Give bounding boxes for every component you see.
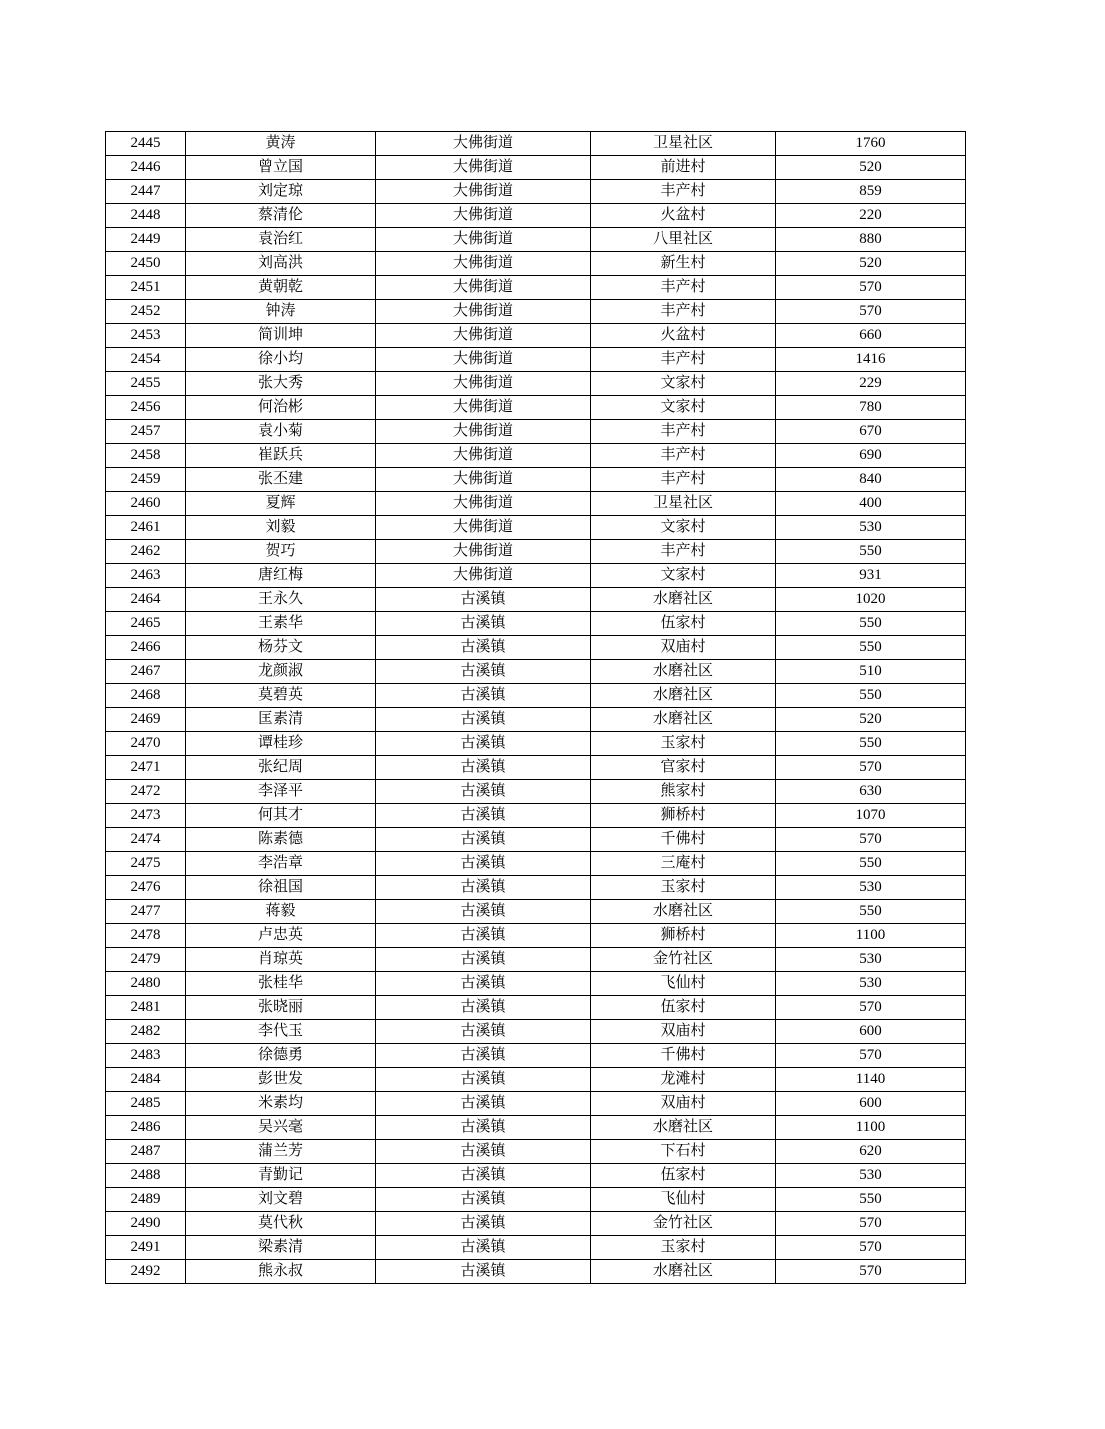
table-row [106, 1020, 966, 1044]
cell-town: 大佛街道 [376, 396, 591, 420]
table-row [106, 612, 966, 636]
cell-seq: 2490 [106, 1212, 186, 1236]
cell-town: 大佛街道 [376, 468, 591, 492]
cell-name: 吴兴毫 [186, 1116, 376, 1140]
cell-seq: 2457 [106, 420, 186, 444]
table-row [106, 756, 966, 780]
cell-town: 大佛街道 [376, 420, 591, 444]
cell-name: 钟涛 [186, 300, 376, 324]
cell-village: 伍家村 [591, 612, 776, 636]
cell-seq: 2489 [106, 1188, 186, 1212]
table-row [106, 1044, 966, 1068]
cell-seq: 2484 [106, 1068, 186, 1092]
table-row [106, 396, 966, 420]
cell-name: 谭桂珍 [186, 732, 376, 756]
cell-village: 丰产村 [591, 420, 776, 444]
table-row [106, 924, 966, 948]
cell-town: 古溪镇 [376, 852, 591, 876]
cell-town: 大佛街道 [376, 564, 591, 588]
table-row [106, 300, 966, 324]
cell-village: 三庵村 [591, 852, 776, 876]
cell-name: 米素均 [186, 1092, 376, 1116]
cell-amount: 570 [776, 1236, 966, 1260]
cell-village: 千佛村 [591, 1044, 776, 1068]
table-row [106, 708, 966, 732]
table-row [106, 1236, 966, 1260]
cell-seq: 2478 [106, 924, 186, 948]
cell-amount: 1100 [776, 1116, 966, 1140]
cell-town: 古溪镇 [376, 756, 591, 780]
cell-amount: 550 [776, 612, 966, 636]
cell-town: 古溪镇 [376, 1188, 591, 1212]
cell-amount: 1100 [776, 924, 966, 948]
table-row [106, 1116, 966, 1140]
cell-seq: 2450 [106, 252, 186, 276]
cell-town: 大佛街道 [376, 540, 591, 564]
table-row [106, 1188, 966, 1212]
cell-amount: 229 [776, 372, 966, 396]
cell-village: 文家村 [591, 516, 776, 540]
cell-seq: 2465 [106, 612, 186, 636]
cell-town: 古溪镇 [376, 924, 591, 948]
cell-amount: 220 [776, 204, 966, 228]
cell-town: 古溪镇 [376, 1068, 591, 1092]
cell-town: 大佛街道 [376, 444, 591, 468]
cell-name: 徐德勇 [186, 1044, 376, 1068]
cell-name: 崔跃兵 [186, 444, 376, 468]
cell-seq: 2452 [106, 300, 186, 324]
cell-village: 卫星社区 [591, 132, 776, 156]
cell-name: 卢忠英 [186, 924, 376, 948]
cell-amount: 520 [776, 252, 966, 276]
cell-amount: 780 [776, 396, 966, 420]
cell-amount: 600 [776, 1020, 966, 1044]
cell-amount: 1760 [776, 132, 966, 156]
cell-village: 双庙村 [591, 636, 776, 660]
table-row [106, 180, 966, 204]
cell-name: 贺巧 [186, 540, 376, 564]
cell-name: 刘定琼 [186, 180, 376, 204]
cell-amount: 530 [776, 948, 966, 972]
cell-town: 古溪镇 [376, 948, 591, 972]
cell-name: 熊永叔 [186, 1260, 376, 1284]
cell-name: 蔡清伦 [186, 204, 376, 228]
cell-amount: 1416 [776, 348, 966, 372]
cell-seq: 2470 [106, 732, 186, 756]
cell-town: 古溪镇 [376, 828, 591, 852]
cell-amount: 530 [776, 1164, 966, 1188]
cell-town: 古溪镇 [376, 660, 591, 684]
table-row [106, 276, 966, 300]
cell-name: 莫碧英 [186, 684, 376, 708]
cell-name: 曾立国 [186, 156, 376, 180]
cell-town: 大佛街道 [376, 348, 591, 372]
cell-town: 古溪镇 [376, 708, 591, 732]
cell-name: 蒲兰芳 [186, 1140, 376, 1164]
roster-table [105, 131, 966, 1284]
cell-village: 熊家村 [591, 780, 776, 804]
table-row [106, 828, 966, 852]
cell-amount: 840 [776, 468, 966, 492]
cell-amount: 880 [776, 228, 966, 252]
cell-amount: 1070 [776, 804, 966, 828]
cell-village: 卫星社区 [591, 492, 776, 516]
cell-town: 古溪镇 [376, 804, 591, 828]
cell-seq: 2464 [106, 588, 186, 612]
cell-name: 何其才 [186, 804, 376, 828]
cell-amount: 400 [776, 492, 966, 516]
cell-village: 玉家村 [591, 732, 776, 756]
cell-village: 水磨社区 [591, 660, 776, 684]
cell-village: 丰产村 [591, 180, 776, 204]
table-row [106, 804, 966, 828]
table-row [106, 1212, 966, 1236]
cell-village: 双庙村 [591, 1020, 776, 1044]
cell-village: 前进村 [591, 156, 776, 180]
cell-seq: 2474 [106, 828, 186, 852]
table-row [106, 204, 966, 228]
cell-village: 伍家村 [591, 996, 776, 1020]
cell-amount: 931 [776, 564, 966, 588]
cell-seq: 2472 [106, 780, 186, 804]
cell-amount: 510 [776, 660, 966, 684]
cell-seq: 2480 [106, 972, 186, 996]
table-row [106, 852, 966, 876]
table-row [106, 1260, 966, 1284]
cell-village: 水磨社区 [591, 1260, 776, 1284]
cell-town: 大佛街道 [376, 372, 591, 396]
cell-seq: 2482 [106, 1020, 186, 1044]
cell-name: 唐红梅 [186, 564, 376, 588]
cell-seq: 2473 [106, 804, 186, 828]
cell-amount: 530 [776, 972, 966, 996]
cell-amount: 550 [776, 684, 966, 708]
cell-village: 丰产村 [591, 348, 776, 372]
cell-town: 大佛街道 [376, 132, 591, 156]
cell-town: 古溪镇 [376, 876, 591, 900]
cell-name: 匡素清 [186, 708, 376, 732]
cell-amount: 520 [776, 708, 966, 732]
cell-seq: 2462 [106, 540, 186, 564]
cell-seq: 2483 [106, 1044, 186, 1068]
cell-seq: 2471 [106, 756, 186, 780]
cell-seq: 2477 [106, 900, 186, 924]
cell-seq: 2468 [106, 684, 186, 708]
table-row [106, 780, 966, 804]
cell-village: 文家村 [591, 564, 776, 588]
cell-village: 丰产村 [591, 444, 776, 468]
cell-name: 彭世发 [186, 1068, 376, 1092]
cell-seq: 2451 [106, 276, 186, 300]
cell-town: 古溪镇 [376, 636, 591, 660]
cell-village: 下石村 [591, 1140, 776, 1164]
cell-village: 水磨社区 [591, 900, 776, 924]
cell-name: 杨芬文 [186, 636, 376, 660]
cell-town: 古溪镇 [376, 1092, 591, 1116]
cell-amount: 859 [776, 180, 966, 204]
cell-town: 古溪镇 [376, 1020, 591, 1044]
cell-village: 水磨社区 [591, 708, 776, 732]
cell-amount: 630 [776, 780, 966, 804]
cell-seq: 2458 [106, 444, 186, 468]
cell-name: 王永久 [186, 588, 376, 612]
cell-seq: 2446 [106, 156, 186, 180]
cell-amount: 570 [776, 276, 966, 300]
table-row [106, 684, 966, 708]
cell-town: 大佛街道 [376, 492, 591, 516]
table-row [106, 732, 966, 756]
cell-town: 大佛街道 [376, 516, 591, 540]
cell-amount: 570 [776, 1260, 966, 1284]
cell-name: 黄涛 [186, 132, 376, 156]
cell-village: 新生村 [591, 252, 776, 276]
table-row [106, 468, 966, 492]
cell-village: 丰产村 [591, 276, 776, 300]
cell-name: 张晓丽 [186, 996, 376, 1020]
cell-name: 刘毅 [186, 516, 376, 540]
cell-name: 黄朝乾 [186, 276, 376, 300]
cell-amount: 1140 [776, 1068, 966, 1092]
cell-name: 刘文碧 [186, 1188, 376, 1212]
cell-amount: 550 [776, 900, 966, 924]
cell-village: 龙滩村 [591, 1068, 776, 1092]
cell-town: 古溪镇 [376, 900, 591, 924]
cell-name: 蒋毅 [186, 900, 376, 924]
cell-name: 陈素德 [186, 828, 376, 852]
cell-name: 徐祖国 [186, 876, 376, 900]
cell-amount: 520 [776, 156, 966, 180]
cell-name: 张大秀 [186, 372, 376, 396]
cell-town: 古溪镇 [376, 732, 591, 756]
cell-town: 古溪镇 [376, 588, 591, 612]
cell-seq: 2467 [106, 660, 186, 684]
cell-amount: 550 [776, 732, 966, 756]
cell-village: 文家村 [591, 396, 776, 420]
cell-town: 古溪镇 [376, 612, 591, 636]
cell-name: 徐小均 [186, 348, 376, 372]
cell-seq: 2469 [106, 708, 186, 732]
cell-seq: 2456 [106, 396, 186, 420]
cell-seq: 2459 [106, 468, 186, 492]
table-row [106, 324, 966, 348]
table-row [106, 948, 966, 972]
cell-name: 袁治红 [186, 228, 376, 252]
cell-name: 李代玉 [186, 1020, 376, 1044]
cell-amount: 550 [776, 636, 966, 660]
table-row [106, 132, 966, 156]
cell-town: 古溪镇 [376, 996, 591, 1020]
cell-town: 大佛街道 [376, 156, 591, 180]
cell-village: 文家村 [591, 372, 776, 396]
table-row [106, 348, 966, 372]
cell-seq: 2491 [106, 1236, 186, 1260]
table-row [106, 516, 966, 540]
table-row [106, 900, 966, 924]
cell-town: 大佛街道 [376, 204, 591, 228]
table-row [106, 156, 966, 180]
cell-name: 龙颜淑 [186, 660, 376, 684]
cell-town: 古溪镇 [376, 1140, 591, 1164]
cell-amount: 570 [776, 1044, 966, 1068]
cell-seq: 2448 [106, 204, 186, 228]
cell-seq: 2466 [106, 636, 186, 660]
table-row [106, 492, 966, 516]
cell-town: 古溪镇 [376, 1164, 591, 1188]
cell-seq: 2447 [106, 180, 186, 204]
cell-name: 梁素清 [186, 1236, 376, 1260]
cell-village: 官家村 [591, 756, 776, 780]
cell-village: 飞仙村 [591, 972, 776, 996]
cell-town: 古溪镇 [376, 1116, 591, 1140]
cell-name: 张纪周 [186, 756, 376, 780]
cell-village: 水磨社区 [591, 1116, 776, 1140]
table-row [106, 1164, 966, 1188]
cell-village: 金竹社区 [591, 948, 776, 972]
cell-town: 大佛街道 [376, 300, 591, 324]
cell-village: 玉家村 [591, 876, 776, 900]
table-row [106, 636, 966, 660]
cell-seq: 2454 [106, 348, 186, 372]
cell-amount: 570 [776, 300, 966, 324]
table-row [106, 228, 966, 252]
cell-town: 古溪镇 [376, 1260, 591, 1284]
table-row [106, 1092, 966, 1116]
cell-name: 肖琼英 [186, 948, 376, 972]
cell-seq: 2455 [106, 372, 186, 396]
cell-name: 夏辉 [186, 492, 376, 516]
cell-amount: 570 [776, 828, 966, 852]
cell-village: 水磨社区 [591, 684, 776, 708]
cell-amount: 690 [776, 444, 966, 468]
cell-town: 古溪镇 [376, 1044, 591, 1068]
cell-seq: 2492 [106, 1260, 186, 1284]
cell-amount: 570 [776, 1212, 966, 1236]
table-row [106, 1068, 966, 1092]
table-row [106, 372, 966, 396]
table-row [106, 588, 966, 612]
cell-name: 王素华 [186, 612, 376, 636]
cell-name: 张桂华 [186, 972, 376, 996]
cell-village: 金竹社区 [591, 1212, 776, 1236]
cell-name: 青勤记 [186, 1164, 376, 1188]
cell-village: 丰产村 [591, 468, 776, 492]
cell-village: 火盆村 [591, 324, 776, 348]
cell-town: 大佛街道 [376, 180, 591, 204]
cell-town: 古溪镇 [376, 972, 591, 996]
cell-amount: 600 [776, 1092, 966, 1116]
cell-village: 水磨社区 [591, 588, 776, 612]
cell-amount: 550 [776, 540, 966, 564]
cell-town: 古溪镇 [376, 684, 591, 708]
cell-name: 刘高洪 [186, 252, 376, 276]
cell-name: 简训坤 [186, 324, 376, 348]
table-row [106, 252, 966, 276]
cell-village: 狮桥村 [591, 804, 776, 828]
cell-village: 千佛村 [591, 828, 776, 852]
cell-seq: 2463 [106, 564, 186, 588]
cell-seq: 2485 [106, 1092, 186, 1116]
cell-village: 火盆村 [591, 204, 776, 228]
cell-amount: 570 [776, 756, 966, 780]
cell-name: 李泽平 [186, 780, 376, 804]
table-row [106, 972, 966, 996]
cell-town: 大佛街道 [376, 276, 591, 300]
cell-seq: 2453 [106, 324, 186, 348]
table-row [106, 876, 966, 900]
roster-table-body [106, 132, 966, 1284]
table-row [106, 420, 966, 444]
cell-seq: 2460 [106, 492, 186, 516]
cell-village: 飞仙村 [591, 1188, 776, 1212]
table-row [106, 996, 966, 1020]
cell-town: 大佛街道 [376, 228, 591, 252]
cell-name: 张丕建 [186, 468, 376, 492]
cell-amount: 1020 [776, 588, 966, 612]
cell-amount: 550 [776, 852, 966, 876]
cell-seq: 2487 [106, 1140, 186, 1164]
cell-amount: 670 [776, 420, 966, 444]
cell-amount: 530 [776, 516, 966, 540]
cell-amount: 530 [776, 876, 966, 900]
cell-seq: 2461 [106, 516, 186, 540]
cell-seq: 2488 [106, 1164, 186, 1188]
cell-seq: 2479 [106, 948, 186, 972]
cell-amount: 660 [776, 324, 966, 348]
cell-village: 八里社区 [591, 228, 776, 252]
cell-name: 李浩章 [186, 852, 376, 876]
cell-village: 双庙村 [591, 1092, 776, 1116]
cell-seq: 2476 [106, 876, 186, 900]
cell-seq: 2445 [106, 132, 186, 156]
cell-village: 伍家村 [591, 1164, 776, 1188]
cell-village: 玉家村 [591, 1236, 776, 1260]
cell-name: 袁小菊 [186, 420, 376, 444]
table-row [106, 540, 966, 564]
cell-town: 古溪镇 [376, 1236, 591, 1260]
cell-town: 大佛街道 [376, 324, 591, 348]
cell-seq: 2481 [106, 996, 186, 1020]
cell-village: 狮桥村 [591, 924, 776, 948]
cell-seq: 2449 [106, 228, 186, 252]
cell-amount: 620 [776, 1140, 966, 1164]
cell-name: 何治彬 [186, 396, 376, 420]
table-row [106, 564, 966, 588]
cell-village: 丰产村 [591, 300, 776, 324]
table-row [106, 1140, 966, 1164]
cell-town: 古溪镇 [376, 780, 591, 804]
cell-seq: 2486 [106, 1116, 186, 1140]
cell-town: 古溪镇 [376, 1212, 591, 1236]
table-row [106, 444, 966, 468]
cell-name: 莫代秋 [186, 1212, 376, 1236]
cell-amount: 550 [776, 1188, 966, 1212]
cell-amount: 570 [776, 996, 966, 1020]
cell-town: 大佛街道 [376, 252, 591, 276]
table-row [106, 660, 966, 684]
cell-village: 丰产村 [591, 540, 776, 564]
cell-seq: 2475 [106, 852, 186, 876]
